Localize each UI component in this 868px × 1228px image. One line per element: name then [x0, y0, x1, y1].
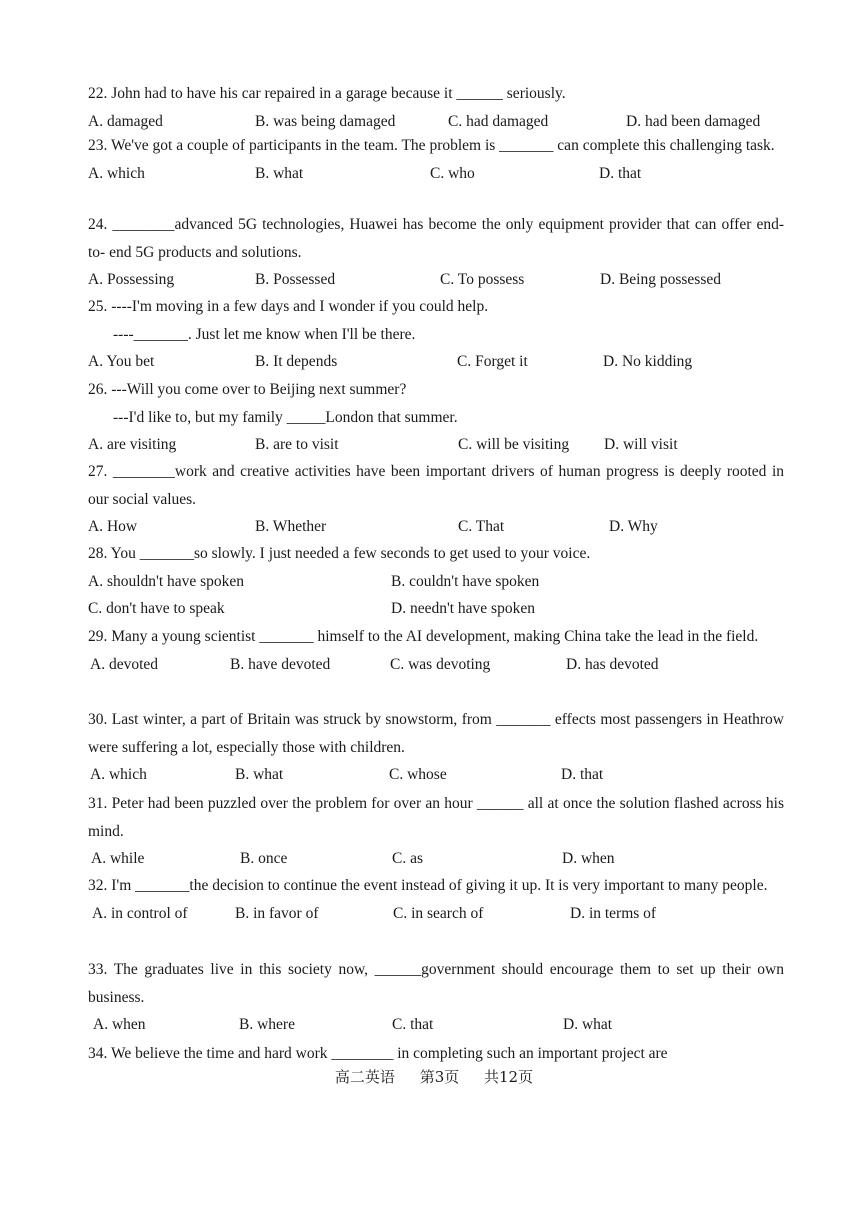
option-a: A. Possessing [88, 271, 175, 288]
options-row [88, 761, 784, 789]
question-25 [88, 293, 784, 376]
option-d: D. Why [609, 518, 658, 535]
question-34 [88, 1040, 784, 1068]
option-b: B. couldn't have spoken [391, 572, 540, 590]
option-b: B. what [255, 164, 304, 182]
option-a: A. How [88, 518, 138, 535]
option-d: D. in terms of [570, 904, 657, 922]
question-33 [88, 956, 784, 1039]
option-a: A. which [88, 164, 145, 182]
question-stem: 23. We've got a couple of participants in the team. The problem is _______ can complete this challenging task. [88, 137, 775, 154]
question-30 [88, 706, 784, 789]
option-d: D. what [563, 1016, 613, 1033]
option-c: C. as [392, 850, 423, 867]
question-27 [88, 458, 784, 541]
question-23 [88, 132, 784, 187]
question-24 [88, 211, 784, 294]
options-row [88, 568, 784, 596]
option-a: A. devoted [90, 655, 159, 673]
option-b: B. have devoted [230, 655, 331, 673]
options-row [88, 160, 784, 188]
option-c: C. had damaged [448, 112, 549, 130]
option-c: C. don't have to speak [88, 600, 225, 617]
option-c: C. That [458, 518, 505, 535]
option-c: C. who [430, 164, 475, 182]
options-row [88, 108, 784, 136]
footer-subject: 高二英语 [334, 1068, 395, 1086]
options-row [88, 845, 784, 873]
question-22 [88, 80, 784, 135]
option-c: C. will be visiting [458, 436, 570, 453]
option-c: C. in search of [393, 904, 484, 922]
option-d: D. will visit [604, 436, 678, 453]
option-d: D. No kidding [603, 353, 693, 370]
option-c: C. whose [389, 766, 447, 783]
option-a: A. while [91, 850, 145, 867]
option-c: C. To possess [440, 271, 525, 288]
question-stem: 33. The graduates live in this society now, ______government should encourage them to set up their own business. [88, 961, 784, 1006]
question-26 [88, 376, 784, 459]
question-stem: 32. I'm _______the decision to continue the event instead of giving it up. It is very important to many people. [88, 877, 768, 894]
option-b: B. It depends [255, 353, 338, 370]
option-b: B. Possessed [255, 271, 336, 288]
question-stem: 22. John had to have his car repaired in a garage because it ______ seriously. [88, 85, 566, 102]
option-b: B. are to visit [255, 436, 339, 453]
options-row [88, 348, 784, 376]
option-a: A. damaged [88, 112, 163, 130]
question-29 [88, 623, 784, 678]
question-stem: 29. Many a young scientist _______ himself to the AI development, making China take the lead in the field. [88, 628, 759, 645]
question-stem: 31. Peter had been puzzled over the problem for over an hour ______ all at once the solution flashed across his mind. [88, 795, 784, 840]
options-row [88, 513, 784, 541]
question-stem: 30. Last winter, a part of Britain was struck by snowstorm, from _______ effects most passengers in Heathrow were suffering a lot, especially those with children. [88, 711, 784, 756]
option-a: A. which [90, 766, 147, 783]
option-b: B. Whether [255, 518, 327, 535]
option-a: A. are visiting [88, 436, 177, 453]
options-row [88, 266, 784, 294]
question-32 [88, 872, 784, 927]
option-b: B. what [235, 766, 284, 783]
question-stem: 27. ________work and creative activities have been important drivers of human progress is deeply rooted in our social values. [88, 463, 784, 508]
options-row [88, 651, 784, 679]
question-stem: 28. You _______so slowly. I just needed a few seconds to get used to your voice. [88, 545, 591, 562]
option-b: B. was being damaged [255, 112, 396, 130]
option-d: D. that [561, 766, 604, 783]
options-row [88, 431, 784, 459]
question-31 [88, 790, 784, 873]
option-d: D. Being possessed [600, 271, 721, 288]
option-a: A. when [93, 1016, 146, 1033]
question-stem: 24. ________advanced 5G technologies, Huawei has become the only equipment provider that can offer end-to- end 5G products and solutions. [88, 216, 784, 261]
option-a: A. in control of [92, 904, 188, 922]
option-c: C. that [392, 1016, 434, 1033]
option-a: A. shouldn't have spoken [88, 572, 245, 590]
option-c: C. was devoting [390, 655, 491, 673]
option-a: A. You bet [88, 353, 155, 370]
option-d: D. needn't have spoken [391, 600, 535, 617]
options-row [88, 900, 784, 928]
option-d: D. that [599, 164, 642, 182]
option-d: D. had been damaged [626, 112, 761, 130]
option-b: B. in favor of [235, 904, 319, 922]
option-c: C. Forget it [457, 353, 528, 370]
question-reply: ---I'd like to, but my family _____London that summer. [113, 408, 458, 426]
question-28 [88, 540, 784, 623]
question-stem: 34. We believe the time and hard work ________ in completing such an important project are [88, 1045, 668, 1062]
option-b: B. once [240, 850, 288, 867]
options-row [88, 1011, 784, 1039]
options-row [88, 595, 784, 623]
option-b: B. where [239, 1016, 295, 1033]
page-footer [0, 1066, 868, 1087]
question-stem: 26. ---Will you come over to Beijing next summer? [88, 381, 407, 398]
question-reply: ----_______. Just let me know when I'll be there. [113, 325, 416, 343]
option-d: D. when [562, 850, 615, 867]
footer-page: 第3页 [419, 1068, 460, 1086]
footer-total: 共12页 [484, 1068, 534, 1086]
question-stem: 25. ----I'm moving in a few days and I wonder if you could help. [88, 298, 489, 315]
option-d: D. has devoted [566, 655, 659, 673]
